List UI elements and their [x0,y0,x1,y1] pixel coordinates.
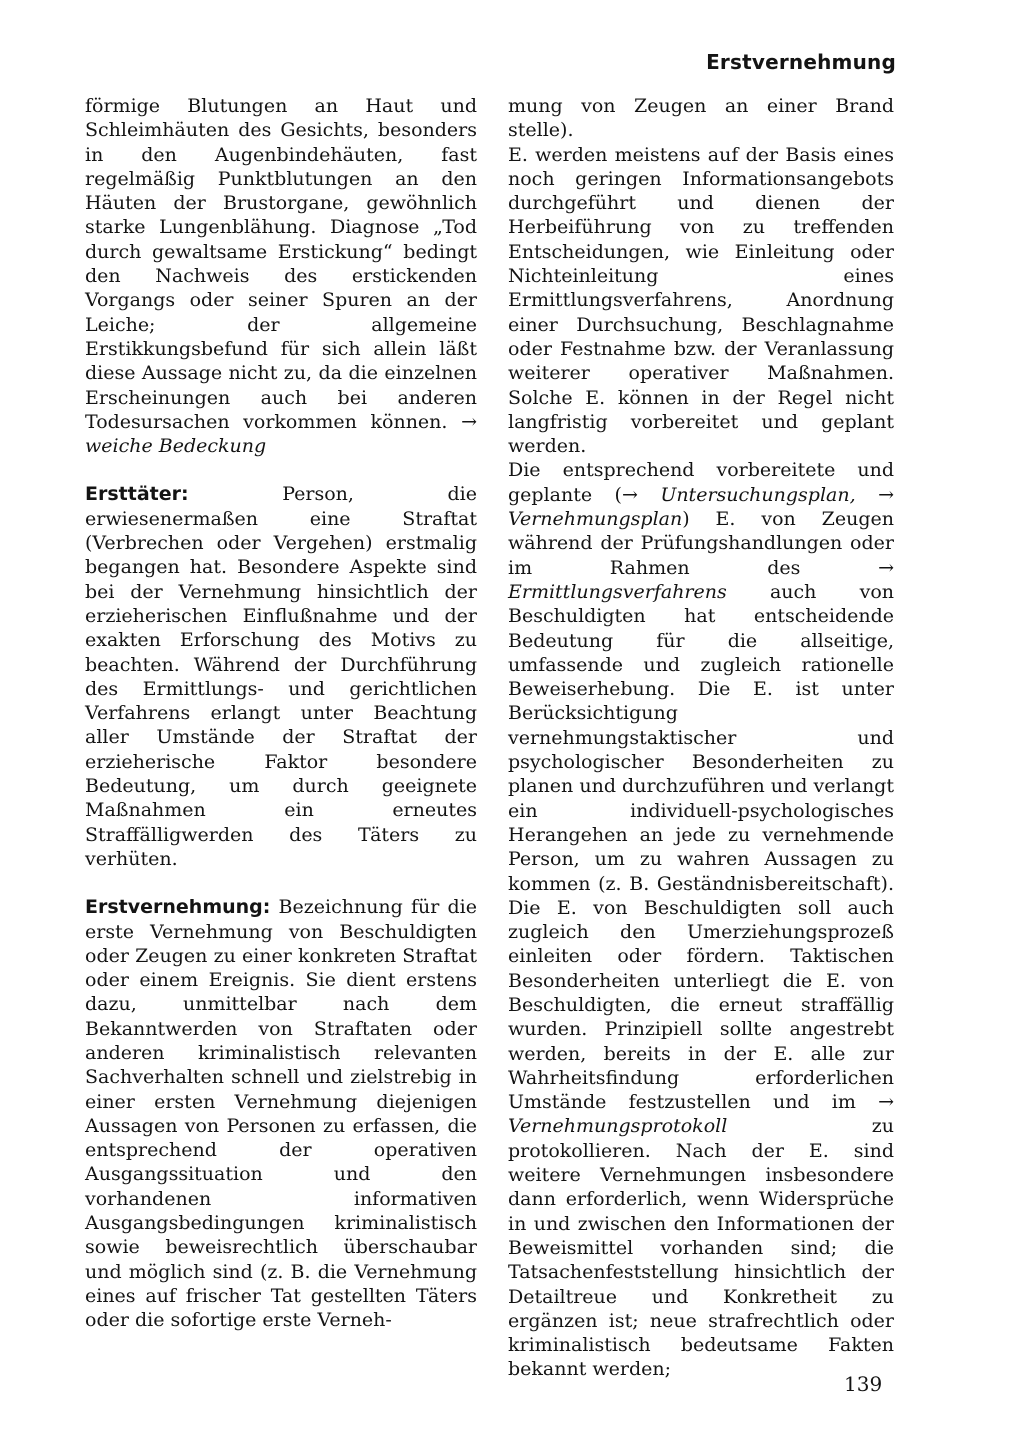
paragraph-text: auch von Beschuldigten hat entscheidende Bedeutung für die allseitige, umfassende und zugleich rationelle Beweiserhebung. Die E. ist unter Berücksichtigung vernehmungstaktischer und psychologischer Besonderheiten zu planen und durchzuführen und verlangt ein individuell-psychologisches Herangehen an jede zu vernehmende Person, um zu wahren Aussagen zu kommen (z. B. Geständnisbereitschaft). Die E. von Beschuldigten soll auch zugleich den Umerziehungsprozeß einleiten oder fördern. Taktischen Besonderheiten unterliegt die E. von Beschuldigten, die erneut straffällig wurden. Prinzipiell sollte angestrebt werden, bereits in der E. alle zur Wahrheitsfindung erforderlichen Umstände festzustellen und im → [508,580,894,1114]
entry-erstvernehmung [85,895,477,1332]
entry-definition: Bezeichnung für die erste Vernehmung von Beschuldigten oder Zeugen zu einer konkreten Straftat oder einem Ereignis. Sie dient erstens dazu, unmittelbar nach dem Bekanntwerden von Straftaten oder anderen kriminalistisch relevanten Sachverhalten schnell und zielstrebig in einer ersten Vernehmung diejenigen Aussagen von Personen zu erfassen, die entsprechend der operativen Ausgangssituation und den vorhandenen informativen Ausgangsbedingungen kriminalistisch sowie beweisrechtlich überschaubar und möglich sind (z. B. die Vernehmung eines auf frischer Tat gestellten Täters oder die sofortige erste Verneh- [85,896,477,1332]
entry-term: Erstvernehmung: [85,896,271,919]
paragraph-e-basis: E. werden meistens auf der Basis eines noch geringen Informationsangebots durchgeführt und dienen der Herbeiführung von zu treffenden Entscheidungen, wie Einleitung oder Nichteinleitung eines Ermittlungsverfahrens, Anordnung einer Durchsuchung, Beschlagnahme oder Festnahme bzw. der Veranlassung weiterer operativer Maßnahmen. Solche E. können in der Regel nicht langfristig vorbereitet und geplant werden. [508,143,894,458]
paragraph-text: zu protokollieren. Nach der E. sind weitere Vernehmungen insbesondere dann erforderlich, wenn Widersprüche in und zwischen den Informationen der Beweismittel vorhanden sind; die Tatsachenfeststellung hinsichtlich der Detailtreue und Konkretheit zu ergänzen ist; neue strafrechtlich oder kriminalistisch bedeutsame Fakten bekannt werden; [508,1115,894,1381]
cross-reference: Vernehmungsprotokoll [508,1115,728,1138]
cross-reference: Vernehmungsplan [508,508,683,531]
paragraph-e-planung [508,458,894,1381]
entry-term: Ersttäter: [85,483,189,506]
paragraph-text: ) E. von Zeugen während der Prüfungshandlungen oder im Rahmen des → [508,508,894,579]
paragraph-continuation: mung von Zeugen an einer Brand stelle). [508,95,894,142]
entry-ersttaeter [85,482,477,871]
paragraph-text: → [855,483,894,506]
entry-definition: Person, die erwiesenermaßen eine Straftat (Verbrechen oder Vergehen) erstmalig begangen hat. Besondere Aspekte sind bei der Vernehmung hinsichtlich der erzieherischen Einflußnahme und der exakten Erforschung des Motivs zu beachten. Während der Durchführung des Ermittlungs- und gerichtlichen Verfahrens erlangt unter Beachtung aller Umstände der Straftat der erzieherische Faktor besondere Bedeutung, um durch geeignete Maßnahmen ein erneutes Straffälligwerden des Täters zu verhüten. [85,483,477,870]
cross-reference: Untersuchungsplan, [660,483,856,506]
page-number: 139 [844,1372,883,1396]
paragraph-text: Die entsprechend vorbereitete und geplante (→ [508,459,894,506]
running-header: Erstvernehmung [706,50,896,74]
cross-reference: Ermittlungsverfahrens [508,580,727,603]
paragraph-erstickung-end [85,94,477,458]
paragraph-text: förmige Blutungen an Haut und Schleimhäuten des Gesichts, besonders in den Augenbindehäuten, fast regelmäßig Punktblutungen an den Häuten der Brustorgane, gewöhnlich starke Lungenblähung. Diagnose „Tod durch gewaltsame Erstickung“ bedingt den Nachweis des erstickenden Vorgangs oder seiner Spuren an der Leiche; der allgemeine Erstikkungsbefund für sich allein läßt diese Aussage nicht zu, da die einzelnen Erscheinungen auch bei anderen Todesursachen vorkommen können. → [85,95,477,433]
cross-reference: weiche Bedeckung [85,435,267,458]
right-column [508,94,894,1382]
left-column [85,94,477,1333]
